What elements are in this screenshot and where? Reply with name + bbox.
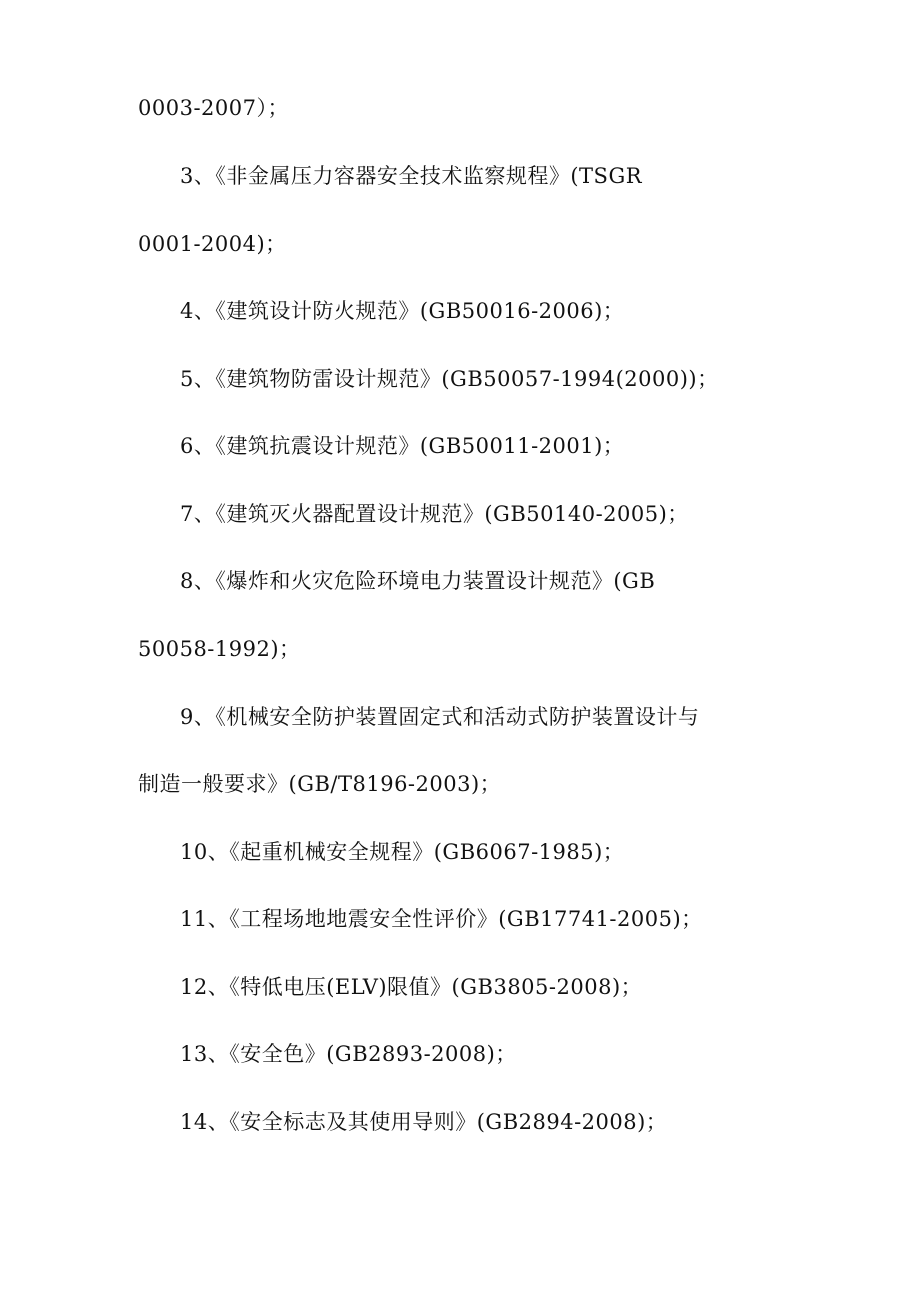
- standard-item-10: 10、《起重机械安全规程》(GB6067-1985)；: [180, 840, 625, 864]
- text-line-continuation: 0001-2004)；: [138, 232, 287, 256]
- standard-item-5: 5、《建筑物防雷设计规范》(GB50057-1994(2000))；: [180, 367, 719, 391]
- text-line-continuation: 0003-2007）；: [138, 96, 289, 120]
- text-line-continuation: 制造一般要求》(GB/T8196-2003)；: [138, 772, 502, 796]
- standard-item-11: 11、《工程场地地震安全性评价》(GB17741-2005)；: [180, 907, 703, 931]
- standard-item-8: 8、《爆炸和火灾危险环境电力装置设计规范》(GB: [180, 569, 656, 593]
- standard-item-9: 9、《机械安全防护装置固定式和活动式防护装置设计与: [180, 705, 700, 729]
- standard-item-12: 12、《特低电压(ELV)限值》(GB3805-2008)；: [180, 975, 643, 999]
- standard-item-14: 14、《安全标志及其使用导则》(GB2894-2008)；: [180, 1110, 668, 1134]
- standard-item-3: 3、《非金属压力容器安全技术监察规程》(TSGR: [180, 164, 643, 188]
- text-line-continuation: 50058-1992)；: [138, 637, 301, 661]
- standard-item-4: 4、《建筑设计防火规范》(GB50016-2006)；: [180, 299, 625, 323]
- standard-item-13: 13、《安全色》(GB2893-2008)；: [180, 1042, 517, 1066]
- standard-item-7: 7、《建筑灭火器配置设计规范》(GB50140-2005)；: [180, 502, 689, 526]
- standard-item-6: 6、《建筑抗震设计规范》(GB50011-2001)；: [180, 434, 625, 458]
